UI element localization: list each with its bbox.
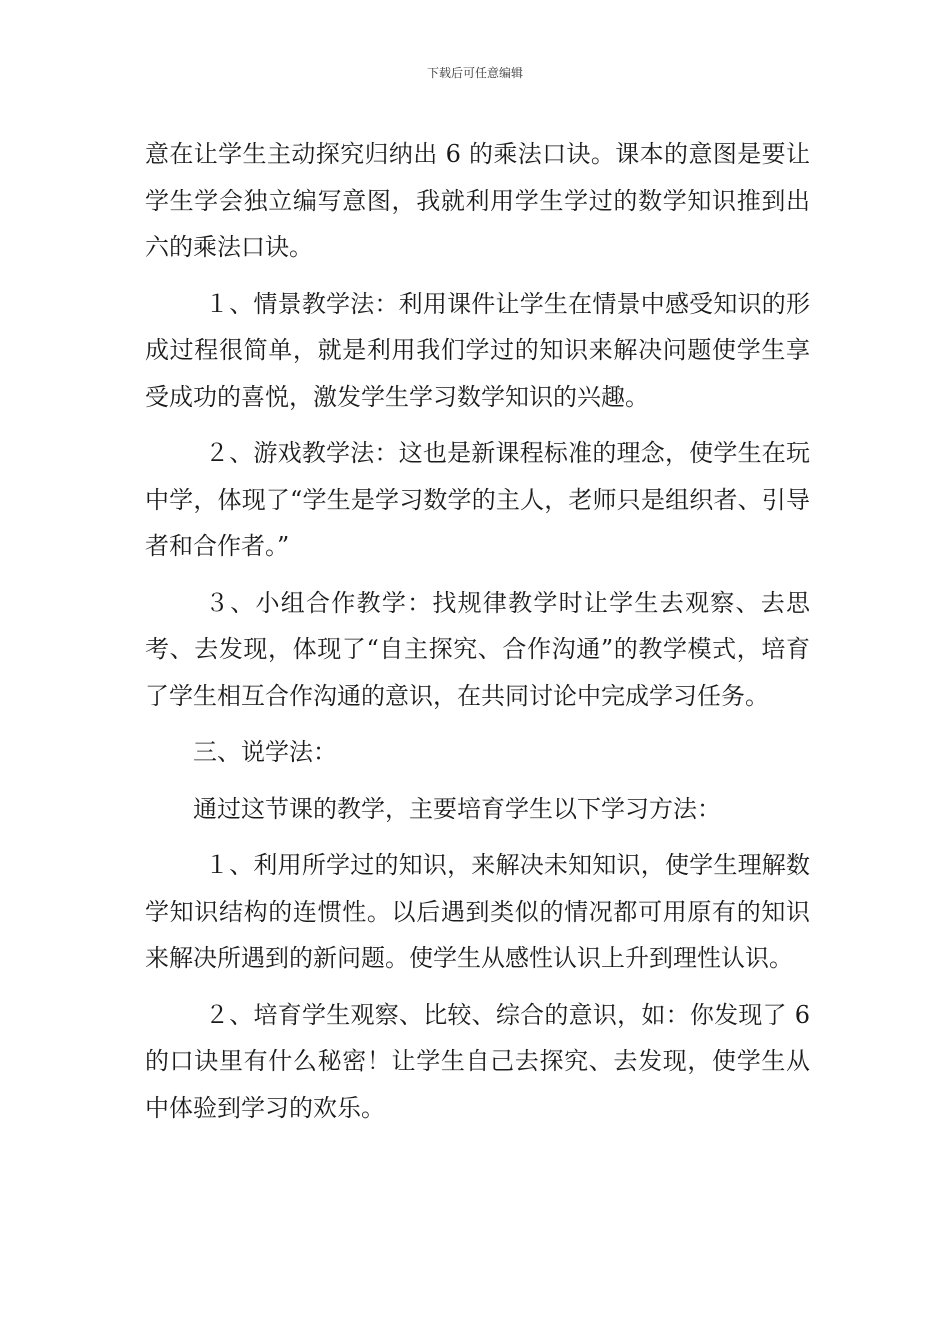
section-heading-learning-method: 三、说学法：: [193, 738, 337, 766]
paragraph-learning-2: ２、培育学生观察、比较、综合的意识，如：你发现了 6 的口诀里有什么秘密！让学生自己去探究、去发现，使学生从中体验到学习的欢乐。: [145, 1000, 810, 1122]
document-body: [145, 131, 810, 1131]
paragraph-method-1: １、情景教学法：利用课件让学生在情景中感受知识的形成过程很简单，就是利用我们学过的知识来解决问题使学生享受成功的喜悦，激发学生学习数学知识的兴趣。: [145, 289, 810, 411]
paragraph-method-2: ２、游戏教学法：这也是新课程标准的理念，使学生在玩中学，体现了“学生是学习数学的主人，老师只是组织者、引导者和合作者。”: [145, 439, 810, 560]
paragraph-intro: 意在让学生主动探究归纳出 6 的乘法口诀。课本的意图是要让学生学会独立编写意图，我就利用学生学过的数学知识推到出六的乘法口诀。: [145, 140, 810, 261]
paragraph-learning-1: １、利用所学过的知识，来解决未知知识，使学生理解数学知识结构的连惯性。以后遇到类似的情况都可用原有的知识来解决所遇到的新问题。使学生从感性认识上升到理性认识。: [145, 851, 810, 972]
page-header: 下载后可任意编辑: [426, 66, 523, 80]
paragraph-method-3: ３、小组合作教学：找规律教学时让学生去观察、去思考、去发现，体现了“自主探究、合作沟通”的教学模式，培育了学生相互合作沟通的意识，在共同讨论中完成学习任务。: [145, 588, 810, 710]
paragraph-learning-intro: 通过这节课的教学，主要培育学生以下学习方法：: [193, 794, 721, 823]
